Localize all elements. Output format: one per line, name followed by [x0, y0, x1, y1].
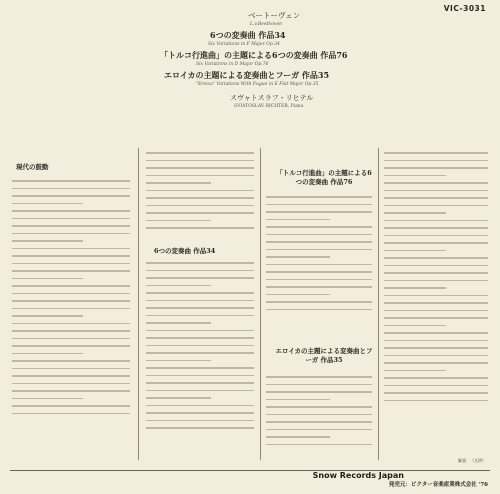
catalog-number: VIC-3031 — [443, 4, 486, 13]
footer-rule — [10, 470, 490, 471]
section-heading-op35: エロイカの主題による変奏曲とフーガ 作品35 — [270, 344, 378, 366]
column-divider — [260, 148, 261, 460]
text-column-3a — [266, 196, 372, 338]
work-title-en: Six Variations in F Major Op.34 — [208, 42, 280, 47]
work-title-jp: 「トルコ行進曲」の主題による6つの変奏曲 作品76 — [160, 50, 348, 60]
seller-watermark: Snow Records Japan — [312, 471, 404, 480]
title-block — [150, 10, 410, 109]
composer-name-jp: ベートーヴェン — [248, 11, 301, 20]
section-heading-op76: 「トルコ行進曲」の主題による6つの変奏曲 作品76 — [270, 166, 378, 188]
section-heading-op34: 6つの変奏曲 作品34 — [150, 244, 258, 257]
text-column-2b — [146, 262, 254, 460]
column-divider — [378, 148, 379, 460]
performer-name-jp: スヴャトスラフ・リヒテル — [230, 94, 314, 102]
work-title-en: Six Variations in D Major Op.76 — [196, 62, 269, 67]
performer-name-en: SVIATOSLAV RICHTER, Piano — [234, 104, 304, 109]
work-1 — [150, 30, 410, 47]
column-divider — [138, 148, 139, 460]
text-column-1 — [12, 180, 130, 460]
work-title-en: "Eroica" Variations With Fugue in E Flat Major Op.35 — [196, 82, 319, 87]
work-title-jp: 6つの変奏曲 作品34 — [210, 30, 286, 40]
publisher-line: 発売元：ビクター音楽産業株式会社 '76 — [388, 482, 488, 488]
text-column-2a — [146, 152, 254, 238]
work-title-jp: エロイカの主題による変奏曲とフーガ 作品35 — [164, 70, 330, 80]
work-3 — [150, 70, 410, 87]
text-column-4 — [384, 152, 488, 452]
composer-name-en: L.v.Beethoven — [250, 22, 283, 27]
work-2 — [150, 50, 410, 67]
notes-credit: 解説：（凡例） — [458, 458, 486, 463]
section-heading-intro: 現代の鼓動 — [12, 160, 53, 173]
text-column-3b — [266, 376, 372, 460]
